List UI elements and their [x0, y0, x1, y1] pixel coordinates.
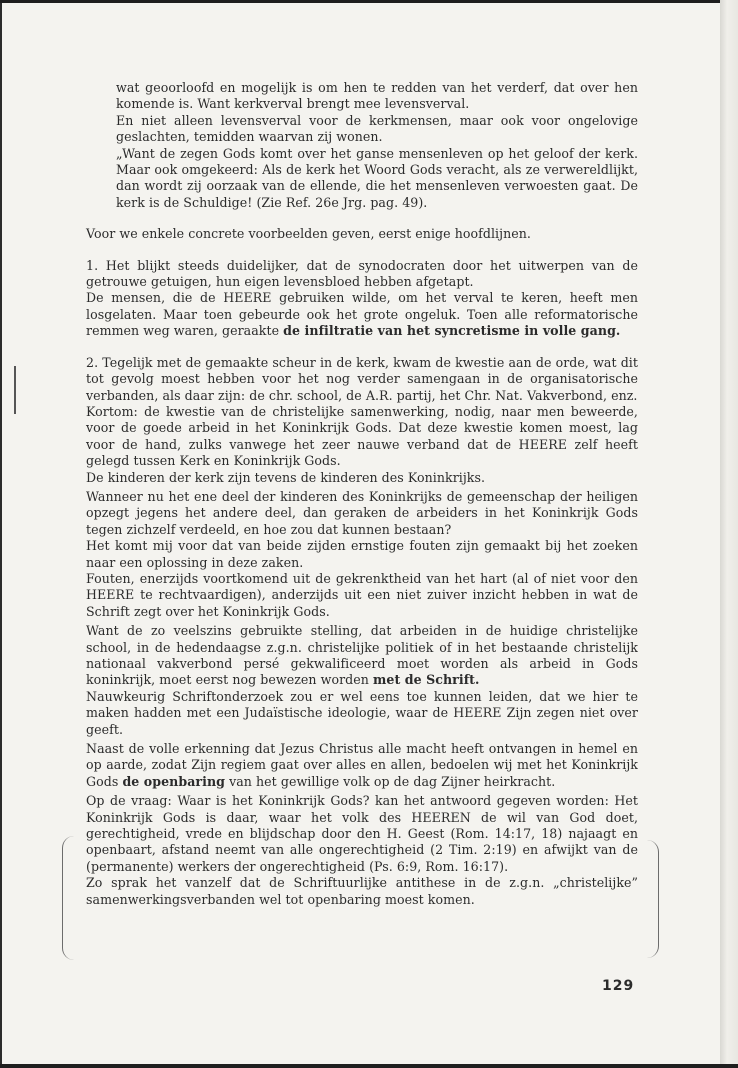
- paragraph: Wanneer nu het ene deel der kinderen des Koninkrijks de gemeenschap der heiligen opzegt jegens het andere deel, dan geraken de arbeiders in het Koninkrijk Gods tegen zichzelf verdeeld, en hoe zou dat kunnen bestaan?: [86, 488, 638, 537]
- paragraph: Voor we enkele concrete voorbeelden geven, eerst enige hoofdlijnen.: [86, 226, 531, 242]
- paragraph-text: van het gewillige volk op de dag Zijner heirkracht.: [229, 773, 556, 789]
- paragraph: [86, 290, 638, 339]
- margin-mark: [14, 366, 16, 414]
- scan-bottom-edge: [0, 1064, 738, 1068]
- paragraph: [86, 741, 638, 790]
- paragraph: wat geoorloofd en mogelijk is om hen te redden van het verderf, dat over hen komende is. Want kerkverval brengt mee levensverval.: [116, 80, 638, 112]
- paragraph: „Want de zegen Gods komt over het ganse mensenleven op het geloof der kerk. Maar ook omgekeerd: Als de kerk het Woord Gods veracht, als ze verwereldlijkt, dan wordt zij oorzaak van de ellende, die het mensenleven verwoesten gaat. De kerk is de Schuldige! (Zie Ref. 26e Jrg. pag. 49).: [116, 145, 638, 210]
- paragraph: 2. Tegelijk met de gemaakte scheur in de kerk, kwam de kwestie aan de orde, wat dit tot gevolg moest hebben voor het nog verder samengaan in de organisatorische verbanden, als daar zijn: de chr. school, de A.R. partij, het Chr. Nat. Vakverbond, enz.: [86, 354, 638, 403]
- paragraph: Nauwkeurig Schriftonderzoek zou er wel eens toe kunnen leiden, dat we hier te maken hadden met een Judaïstische ideologie, waar de HEERE Zijn zegen niet over geeft.: [86, 688, 638, 737]
- body-text: [86, 80, 638, 908]
- paragraph-text: De mensen, die de HEERE gebruiken wilde, om het verval te keren, heeft men losgelaten. Maar toen gebeurde ook het grote ongeluk. Toen alle reformatorische remmen weg waren, geraakte: [86, 290, 638, 339]
- emphasis: met de Schrift.: [373, 672, 480, 688]
- paragraph: Zo sprak het vanzelf dat de Schriftuurlijke antithese in de z.g.n. „christelijke” samenwerkingsverbanden wel tot openbaring moest komen.: [86, 875, 638, 907]
- handwritten-bracket-right: [646, 840, 659, 958]
- paragraph-text: Naast de volle erkenning dat Jezus Christus alle macht heeft ontvangen in hemel en op aarde, zodat Zijn regiem gaat over alles en allen, bedoelen wij met het Koninkrijk Gods: [86, 741, 638, 789]
- paragraph: [86, 623, 638, 689]
- paragraph: 1. Het blijkt steeds duidelijker, dat de synodocraten door het uitwerpen van de getrouwe getuigen, hun eigen levensbloed hebben afgetapt.: [86, 257, 638, 290]
- handwritten-bracket-left: [62, 836, 75, 960]
- paragraph-text: Want de zo veelszins gebruikte stelling, dat arbeiden in de huidige christelijke school, in de hedendaagse z.g.n. christelijke politiek of in het bestaande christelijk nationaal vakverbond persé gekwalificeerd moet worden als arbeid in Gods koninkrijk, moet eerst nog bewezen worden: [86, 623, 638, 688]
- paragraph: En niet alleen levensverval voor de kerkmensen, maar ook voor ongelovige geslachten, temidden waarvan zij wonen.: [116, 112, 638, 145]
- page-number: 129: [602, 978, 635, 994]
- paragraph: Kortom: de kwestie van de christelijke samenwerking, nodig, naar men beweerde, voor de goede arbeid in het Koninkrijk Gods. Dat deze kwestie komen moest, lag voor de hand, zulks vanwege het zeer nauwe verband dat de HEERE zelf heeft gelegd tussen Kerk en Koninkrijk Gods.: [86, 403, 638, 469]
- paragraph: Fouten, enerzijds voortkomend uit de gekrenktheid van het hart (al of niet voor den HEERE te rechtvaardigen), anderzijds uit een niet zuiver inzicht hebben in wat de Schrift zegt over het Koninkrijk Gods.: [86, 570, 638, 619]
- emphasis: de infiltratie van het syncretisme in volle gang.: [283, 323, 621, 339]
- emphasis: de openbaring: [122, 773, 226, 789]
- paragraph: Op de vraag: Waar is het Koninkrijk Gods? kan het antwoord gegeven worden: Het Koninkrijk Gods is daar, waar het volk des HEEREN de wil van God doet, gerechtigheid, vrede en blijdschap door den H. Geest (Rom. 14:17, 18) najaagt en openbaart, afstand neemt van alle ongerechtigheid (2 Tim. 2:19) en afwijkt van de (permanente) werkers der ongerechtigheid (Ps. 6:9, Rom. 16:17).: [86, 793, 638, 874]
- page-right-edge: [720, 0, 738, 1068]
- paragraph: Het komt mij voor dat van beide zijden ernstige fouten zijn gemaakt bij het zoeken naar een oplossing in deze zaken.: [86, 538, 638, 570]
- paragraph: De kinderen der kerk zijn tevens de kinderen des Koninkrijks.: [86, 469, 486, 485]
